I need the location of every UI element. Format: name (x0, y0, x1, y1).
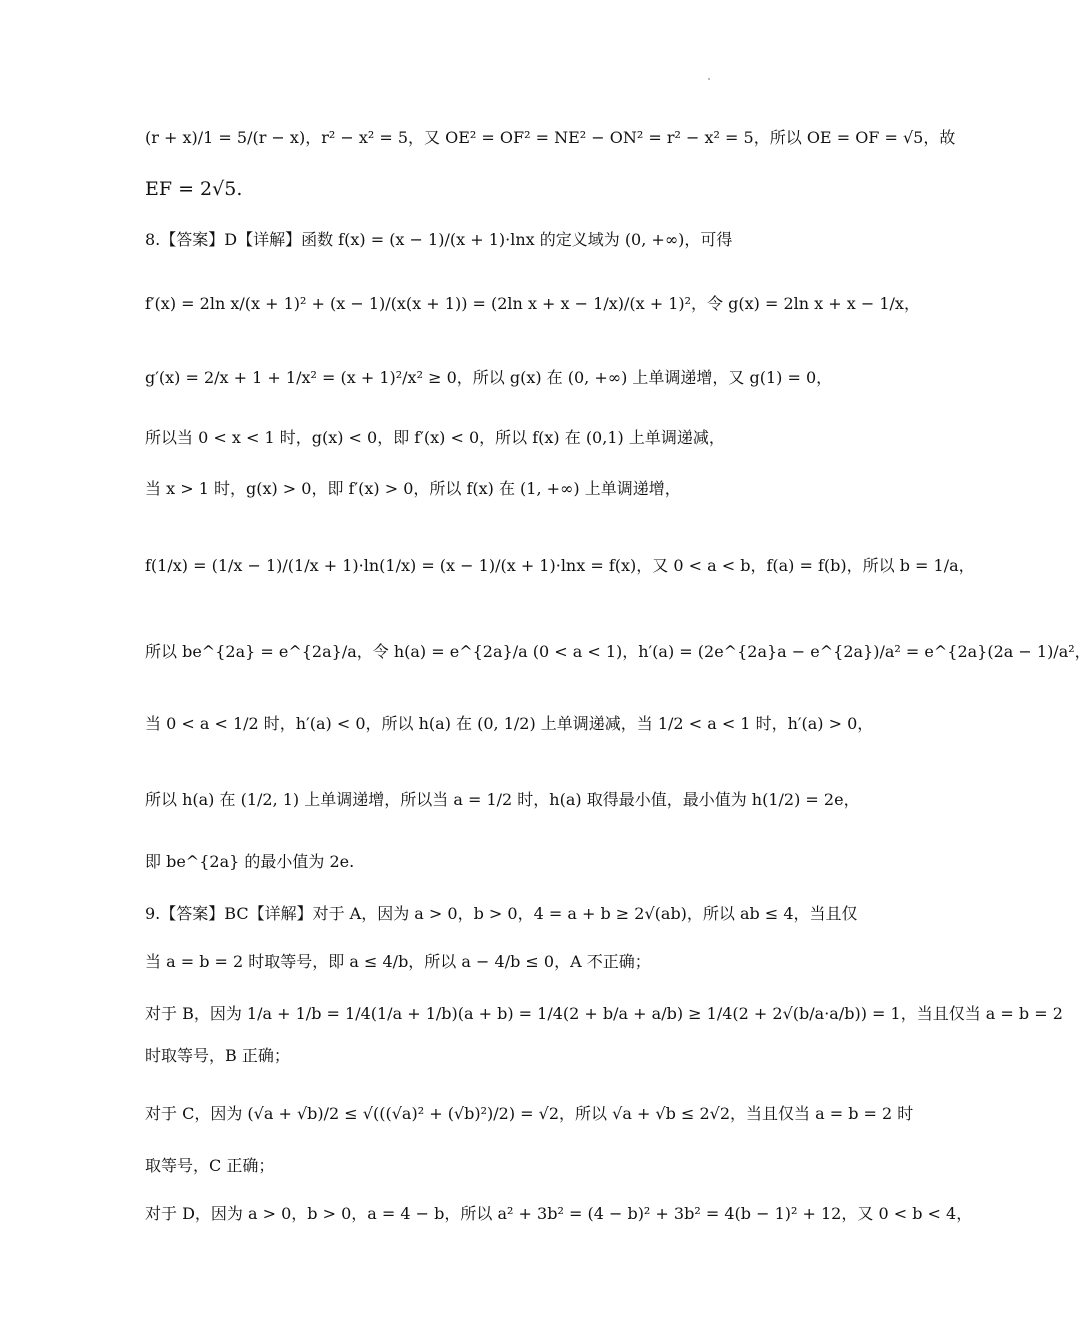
text-line: 8.【答案】D【详解】函数 f(x) = (x − 1)/(x + 1)·lnx 的定义域为 (0, +∞)，可得 (145, 230, 733, 249)
text-line: f′(x) = 2ln x/(x + 1)² + (x − 1)/(x(x + 1)) = (2ln x + x − 1/x)/(x + 1)²，令 g(x) = 2ln x + x − 1/x， (145, 294, 920, 313)
text-line: g′(x) = 2/x + 1 + 1/x² = (x + 1)²/x² ≥ 0，所以 g(x) 在 (0, +∞) 上单调递增，又 g(1) = 0， (145, 368, 833, 387)
scan-dot (708, 78, 710, 80)
text-line: 所以 be^{2a} = e^{2a}/a，令 h(a) = e^{2a}/a (0 < a < 1)，h′(a) = (2e^{2a}a − e^{2a})/a² = e^{2a}(2a − 1)/a²， (145, 642, 1091, 661)
text-line: 对于 B，因为 1/a + 1/b = 1/4(1/a + 1/b)(a + b) = 1/4(2 + b/a + a/b) ≥ 1/4(2 + 2√(b/a·a/b)) = 1，当且仅当 a = b = 2 (145, 1004, 1063, 1023)
text-line: 所以 h(a) 在 (1/2, 1) 上单调递增，所以当 a = 1/2 时，h(a) 取得最小值，最小值为 h(1/2) = 2e， (145, 790, 860, 809)
text-line: 当 0 < a < 1/2 时，h′(a) < 0，所以 h(a) 在 (0, 1/2) 上单调递减，当 1/2 < a < 1 时，h′(a) > 0， (145, 714, 874, 733)
text-line: 时取等号，B 正确； (145, 1046, 290, 1065)
text-line: 对于 D，因为 a > 0，b > 0，a = 4 − b，所以 a² + 3b² = (4 − b)² + 3b² = 4(b − 1)² + 12，又 0 < b < 4， (145, 1204, 973, 1223)
text-line: 所以当 0 < x < 1 时，g(x) < 0，即 f′(x) < 0，所以 f(x) 在 (0,1) 上单调递减， (145, 428, 725, 447)
text-line: 取等号，C 正确； (145, 1156, 275, 1175)
text-line: f(1/x) = (1/x − 1)/(1/x + 1)·ln(1/x) = (x − 1)/(x + 1)·lnx = f(x)，又 0 < a < b，f(a) = f(b)，所以 b = 1/a， (145, 556, 975, 575)
text-line: EF = 2√5. (145, 178, 243, 200)
text-line: 当 a = b = 2 时取等号，即 a ≤ 4/b，所以 a − 4/b ≤ 0，A 不正确； (145, 952, 651, 971)
text-line: 9.【答案】BC【详解】对于 A，因为 a > 0，b > 0，4 = a + b ≥ 2√(ab)，所以 ab ≤ 4，当且仅 (145, 904, 858, 923)
text-line: (r + x)/1 = 5/(r − x)，r² − x² = 5，又 OE² = OF² = NE² − ON² = r² − x² = 5，所以 OE = OF = √5，故 (145, 128, 956, 147)
text-line: 对于 C，因为 (√a + √b)/2 ≤ √(((√a)² + (√b)²)/2) = √2，所以 √a + √b ≤ 2√2，当且仅当 a = b = 2 时 (145, 1104, 914, 1123)
text-line: 即 be^{2a} 的最小值为 2e. (145, 852, 355, 871)
text-line: 当 x > 1 时，g(x) > 0，即 f′(x) > 0，所以 f(x) 在 (1, +∞) 上单调递增， (145, 479, 681, 498)
